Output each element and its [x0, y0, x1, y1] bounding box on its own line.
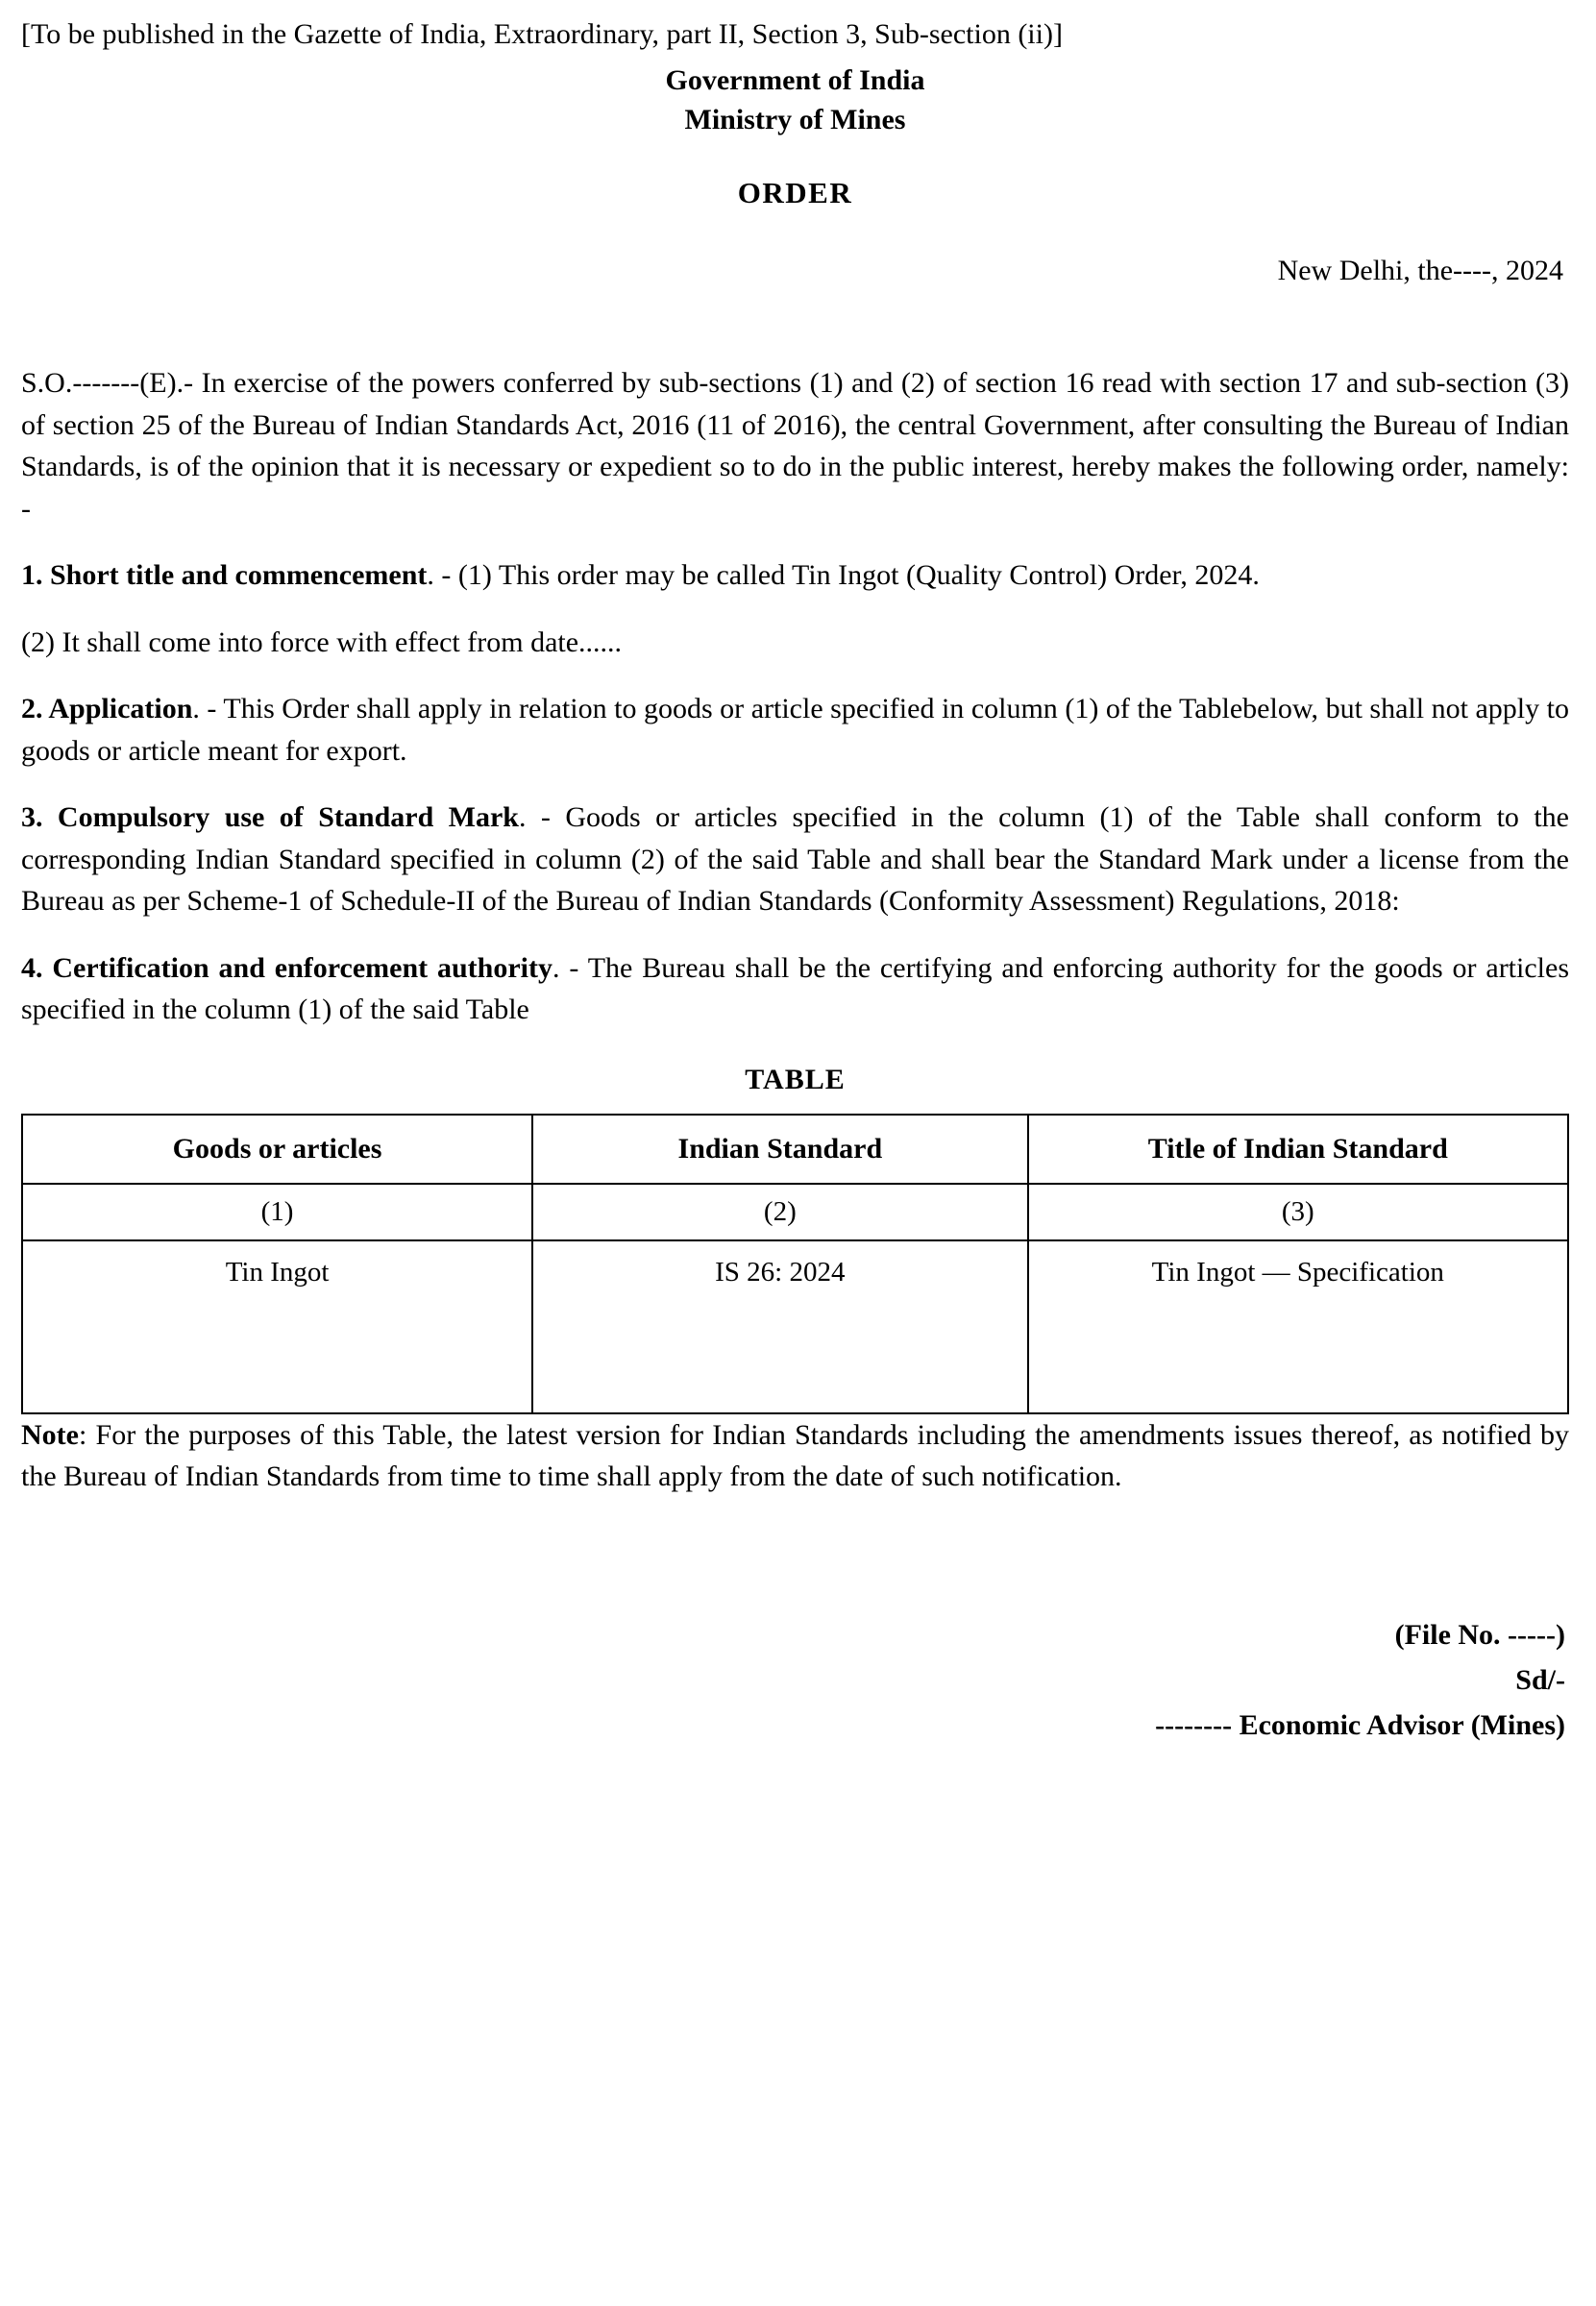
document-type-heading: ORDER — [737, 176, 853, 209]
table-cell-goods: Tin Ingot — [22, 1240, 532, 1413]
table-header-row — [22, 1115, 1568, 1184]
signature-block — [21, 1613, 1569, 1747]
clause-1-sub-2: (2) It shall come into force with effect from date...... — [21, 626, 623, 658]
note-label: Note — [21, 1418, 79, 1451]
table-header-goods: Goods or articles — [22, 1115, 532, 1184]
clause-1-heading: 1. Short title and commencement — [21, 559, 428, 591]
clause-4 — [21, 947, 1569, 1031]
clause-4-heading: 4. Certification and enforcement authority — [21, 951, 552, 984]
file-number: (File No. -----) — [1394, 1618, 1565, 1651]
table-note — [21, 1414, 1569, 1498]
clause-2 — [21, 688, 1569, 772]
table-header-title-of-standard: Title of Indian Standard — [1028, 1115, 1568, 1184]
table-column-number-row — [22, 1184, 1568, 1240]
note-text: : For the purposes of this Table, the latest version for Indian Standards including the amendments issues thereof, as notified by the Bureau of Indian Standards from time to time shall apply from the date of such notification. — [21, 1418, 1569, 1492]
clause-2-text: . - This Order shall apply in relation to goods or article specified in column (1) of the Tablebelow, but shall not apply to goods or article meant for export. — [21, 693, 1569, 767]
clause-1 — [21, 554, 1569, 597]
table-cell-standard-title: Tin Ingot — Specification — [1028, 1240, 1568, 1413]
table-header-indian-standard: Indian Standard — [532, 1115, 1027, 1184]
gazette-publication-note: [To be published in the Gazette of India, Extraordinary, part II, Section 3, Sub-section (ii)] — [21, 18, 1063, 50]
dateline: New Delhi, the----, 2024 — [1277, 255, 1563, 286]
signed-marker: Sd/- — [1515, 1663, 1565, 1696]
ministry-heading: Ministry of Mines — [684, 103, 906, 135]
preamble-paragraph: S.O.-------(E).- In exercise of the powers conferred by sub-sections (1) and (2) of section 16 read with section 17 and sub-section (3) of section 25 of the Bureau of Indian Standards Act, 2016 (11 of 2016), the central Government, after consulting the Bureau of Indian Standards, is of the opinion that it is necessary or expedient so to do in the public interest, hereby makes the following order, namely: - — [21, 367, 1569, 525]
standards-table — [21, 1114, 1569, 1414]
clause-4-text: . - The Bureau shall be the certifying and enforcing authority for the goods or articles specified in the column (1) of the said Table — [21, 951, 1569, 1025]
clause-3-heading: 3. Compulsory use of Standard Mark — [21, 801, 519, 833]
clause-2-heading: 2. Application — [21, 693, 193, 724]
clause-1-text: . - (1) This order may be called Tin Ingot (Quality Control) Order, 2024. — [427, 559, 1260, 591]
signatory-designation: -------- Economic Advisor (Mines) — [1155, 1708, 1565, 1741]
government-heading: Government of India — [665, 64, 925, 96]
clause-3-text: . - Goods or articles specified in the column (1) of the Table shall conform to the corresponding Indian Standard specified in column (2) of the said Table and shall bear the Standard Mark under a license from the Bureau as per Scheme-1 of Schedule-II of the Bureau of Indian Standards (Conformity Assessment) Regulations, 2018: — [21, 801, 1570, 917]
table-title: TABLE — [745, 1063, 846, 1095]
table-cell-indian-standard: IS 26: 2024 — [532, 1240, 1027, 1413]
clause-3 — [21, 797, 1569, 922]
table-column-number-2: (2) — [532, 1184, 1027, 1240]
table-column-number-1: (1) — [22, 1184, 532, 1240]
table-column-number-3: (3) — [1028, 1184, 1568, 1240]
table-row — [22, 1240, 1568, 1413]
